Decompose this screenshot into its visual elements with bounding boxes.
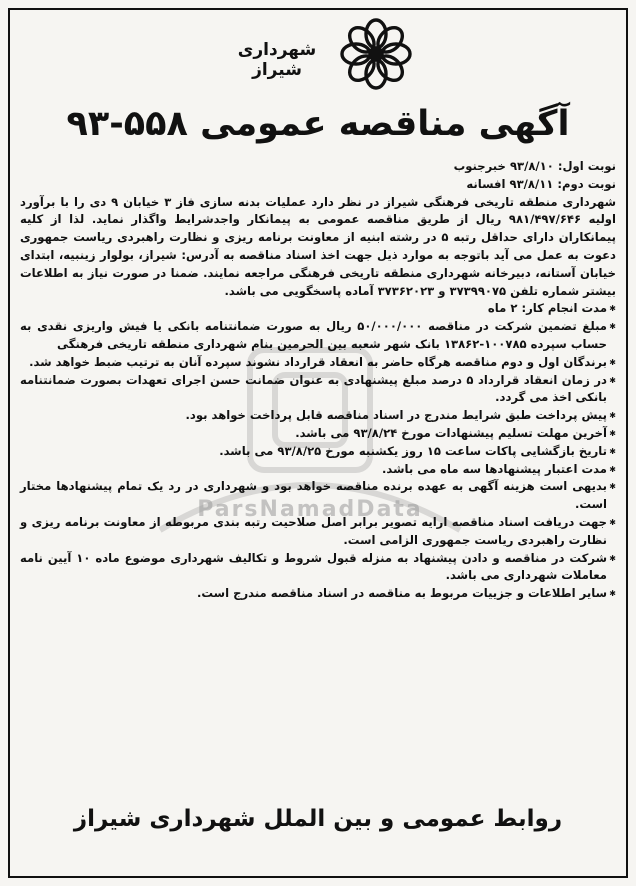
intro-paragraph: شهرداری منطقه تاریخی فرهنگی شیراز در نظر دارد عملیات بدنه سازی فاز ۳ خیابان ۹ دی را با برآورد اولیه ۹۸۱/۴۹۷/۶۴۶ ریال از طریق مناقصه عمومی به پیمانکار واجدشرایط واگذار نماید. لذا از کلیه پیمانکاران دارای حداقل رتبه ۵ در رشته ابنیه از معاونت برنامه ریزی و نظارت راهبردی ریاست جمهوری دعوت به عمل می آید باتوجه به موارد ذیل جهت اخذ اسناد مناقصه به آدرس: شیراز، بولوار زینبیه، ابتدای خیابان آستانه، دبیرخانه شهرداری منطقه تاریخی فرهنگی مراجعه نمایند. ضمنا در صورت نیاز به اطلاعات بیشتر شماره تلفن ۳۷۳۹۹۰۷۵ و ۳۷۳۶۲۰۲۳ آماده پاسخگویی می باشد. (20, 194, 616, 298)
first-publication: نوبت اول: ۹۳/۸/۱۰ خبرجنوب (453, 159, 616, 173)
list-item: ✱ مدت اعتبار پیشنهادها سه ماه می باشد. (20, 461, 616, 479)
notice-body (20, 158, 616, 603)
list-item: ✱ پیش پرداخت طبق شرایط مندرج در اسناد مناقصه قابل پرداخت خواهد بود. (20, 407, 616, 425)
list-item: ✱ تاریخ بازگشایی پاکات ساعت ۱۵ روز یکشنبه مورخ ۹۳/۸/۲۵ می باشد. (20, 443, 616, 461)
list-item: ✱ برندگان اول و دوم مناقصه هرگاه حاضر به انعقاد قرارداد نشوند سپرده آنان به ترتیب ضبط خواهد شد. (20, 354, 616, 372)
list-item: ✱ در زمان انعقاد قرارداد ۵ درصد مبلغ پیشنهادی به عنوان ضمانت حسن اجرای تعهدات بصورت ضمانتنامه بانکی اخذ می گردد. (20, 372, 616, 408)
shiraz-municipality-logo-icon (340, 18, 412, 90)
list-item: ✱ سایر اطلاعات و جزییات مربوط به مناقصه در اسناد مناقصه مندرج است. (20, 585, 616, 603)
footer-signature: روابط عمومی و بین الملل شهرداری شیراز (73, 806, 563, 832)
page-title: آگهی مناقصه عمومی ۵۵۸-۹۳ (66, 104, 570, 144)
organization-name: شهرداری شیراز (237, 40, 317, 80)
list-item: ✱ مبلغ تضمین شرکت در مناقصه ۵۰/۰۰۰/۰۰۰ ریال به صورت ضمانتنامه بانکی یا فیش واریزی نقدی به حساب سپرده ۱۰۰۷۸۵-۱۳۸۶۲ بانک شهر شعبه بین الحرمین بنام شهرداری منطقه تاریخی فرهنگی (20, 318, 616, 354)
list-item: ✱ شرکت در مناقصه و دادن پیشنهاد به منزله قبول شروط و تکالیف شهرداری موضوع ماده ۱۰ آیین نامه معاملات شهرداری می باشد. (20, 550, 616, 586)
list-item: ✱ مدت انجام کار: ۲ ماه (20, 300, 616, 318)
watermark-text: ParsNamadData (197, 497, 423, 522)
second-publication: نوبت دوم: ۹۳/۸/۱۱ افسانه (466, 176, 616, 191)
conditions-list (20, 300, 616, 603)
list-item: ✱ بدیهی است هزینه آگهی به عهده برنده مناقصه خواهد بود و شهرداری در رد یک تمام پیشنهادها مختار است. (20, 478, 616, 514)
list-item: ✱ جهت دریافت اسناد مناقصه ارایه تصویر برابر اصل صلاحیت رتبه بندی مربوطه از معاونت برنامه ریزی و نظارت راهبردی ریاست جمهوری الزامی است. (20, 514, 616, 550)
list-item: ✱ آخرین مهلت تسلیم پیشنهادات مورخ ۹۳/۸/۲۴ می باشد. (20, 425, 616, 443)
